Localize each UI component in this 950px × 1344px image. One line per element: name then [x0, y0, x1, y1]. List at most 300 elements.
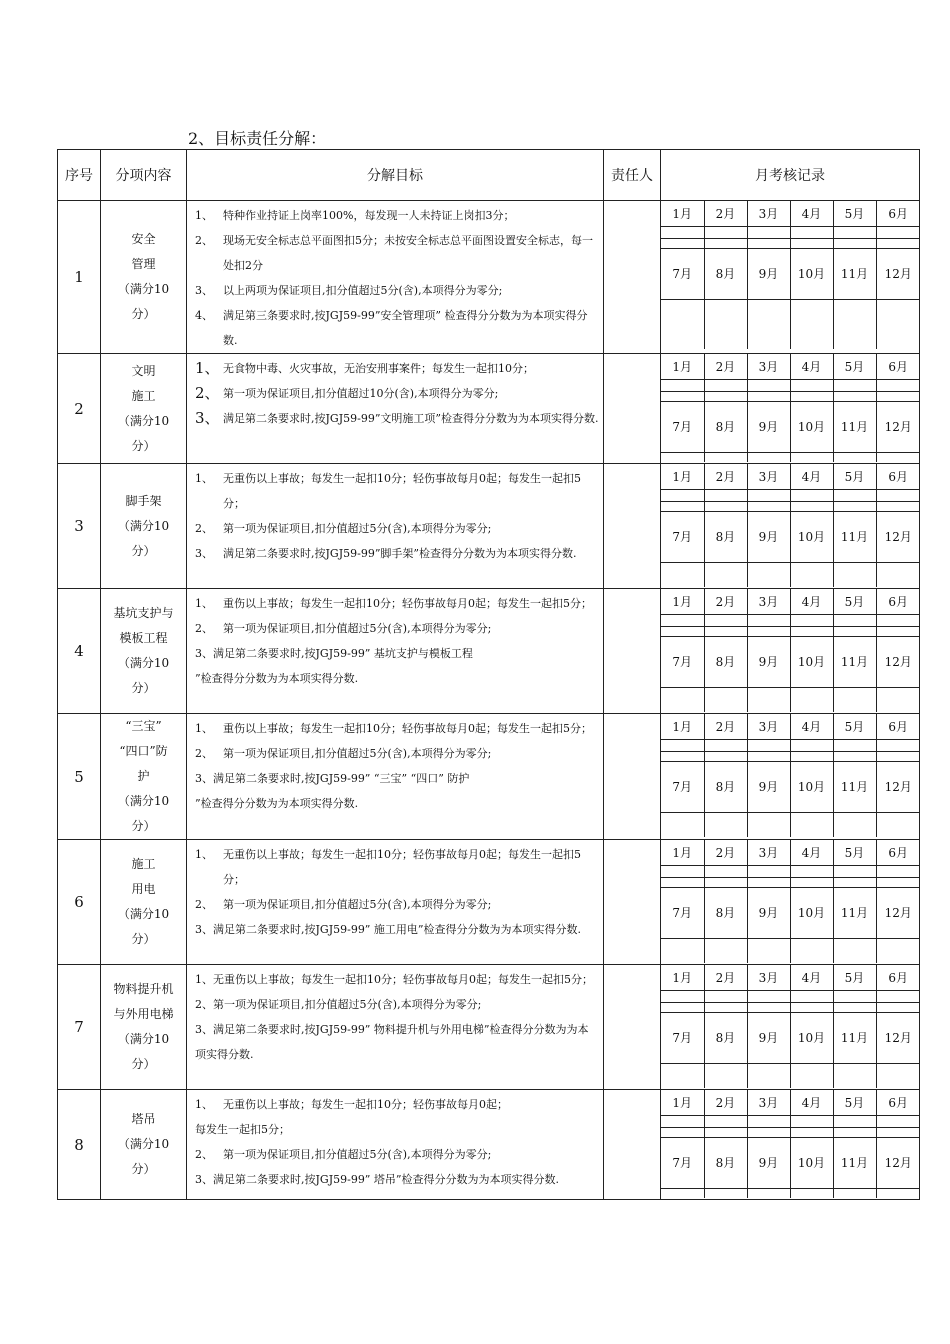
month-score-cell[interactable] — [790, 300, 833, 350]
month-label: 9月 — [747, 249, 790, 300]
goal-text: 1、无重伤以上事故；每发生一起扣10分；轻伤事故每月0起；每发生一起扣5分； — [195, 973, 593, 986]
month-score-cell[interactable] — [747, 380, 790, 392]
month-label: 6月 — [876, 464, 920, 490]
table-row — [58, 965, 920, 1090]
month-score-cell[interactable] — [876, 939, 920, 964]
month-score-cell[interactable] — [747, 939, 790, 964]
month-score-cell[interactable] — [790, 740, 833, 752]
month-score-cell[interactable] — [790, 227, 833, 239]
month-score-cell[interactable] — [704, 490, 747, 502]
month-score-cell[interactable] — [704, 392, 747, 402]
month-score-cell[interactable] — [661, 878, 704, 888]
month-score-cell[interactable] — [833, 688, 876, 713]
row-category — [101, 1090, 187, 1200]
goal-text: 3、满足第二条要求时,按JGJ59-99” 物料提升机与外用电梯”检查得分分数为为本项实得分数. — [195, 1023, 589, 1061]
month-score-cell[interactable] — [876, 752, 920, 762]
month-score-cell[interactable] — [661, 380, 704, 392]
month-label: 3月 — [747, 589, 790, 615]
month-score-cell[interactable] — [833, 866, 876, 878]
month-score-cell[interactable] — [790, 502, 833, 512]
category-line: （满分10 — [117, 907, 170, 921]
month-label: 6月 — [876, 714, 920, 740]
month-score-cell[interactable] — [876, 740, 920, 752]
month-score-cell[interactable] — [704, 627, 747, 637]
month-score-cell[interactable] — [661, 1116, 704, 1128]
category-line: 与外用电梯 — [113, 1007, 174, 1021]
month-label: 12月 — [876, 512, 920, 563]
goal-item — [195, 741, 599, 766]
month-label: 11月 — [833, 888, 876, 939]
month-label: 7月 — [661, 888, 704, 939]
goal-text: 第一项为保证项目,扣分值超过5分(含),本项得分为零分; — [223, 898, 492, 911]
goal-item — [195, 541, 599, 566]
month-label: 8月 — [704, 762, 747, 813]
goal-text: 3、满足第二条要求时,按JGJ59-99” 施工用电”检查得分分数为为本项实得分数. — [195, 923, 582, 936]
month-label: 6月 — [876, 354, 920, 380]
month-score-cell[interactable] — [704, 752, 747, 762]
row-goals — [187, 714, 604, 840]
goal-item — [195, 1167, 599, 1192]
month-label: 7月 — [661, 762, 704, 813]
goal-text: 3、满足第二条要求时,按JGJ59-99” 塔吊”检查得分分数为为本项实得分数. — [195, 1173, 560, 1186]
month-score-cell[interactable] — [704, 1116, 747, 1128]
month-score-cell[interactable] — [704, 502, 747, 512]
month-score-cell[interactable] — [747, 615, 790, 627]
month-score-cell[interactable] — [790, 752, 833, 762]
month-score-cell[interactable] — [747, 453, 790, 463]
month-score-cell[interactable] — [790, 453, 833, 463]
month-score-cell[interactable] — [876, 615, 920, 627]
row-monthly-record — [661, 201, 920, 354]
month-score-cell[interactable] — [704, 991, 747, 1003]
month-score-cell[interactable] — [876, 1189, 920, 1199]
month-label: 8月 — [704, 888, 747, 939]
month-score-cell[interactable] — [747, 239, 790, 249]
month-label: 11月 — [833, 762, 876, 813]
month-label: 9月 — [747, 888, 790, 939]
category-line: 分） — [131, 543, 156, 558]
month-score-cell[interactable] — [747, 1003, 790, 1013]
goal-text: 第一项为保证项目,扣分值超过5分(含),本项得分为零分; — [223, 622, 492, 635]
month-score-cell[interactable] — [876, 563, 920, 588]
month-score-cell[interactable] — [661, 502, 704, 512]
month-label: 12月 — [876, 888, 920, 939]
row-seq: 1 — [58, 201, 101, 354]
month-label: 7月 — [661, 1013, 704, 1064]
category-line: 施工 — [131, 388, 156, 403]
month-score-cell[interactable] — [661, 453, 704, 463]
month-score-cell[interactable] — [876, 300, 920, 350]
goal-item — [195, 466, 599, 516]
month-score-cell[interactable] — [747, 1189, 790, 1199]
month-score-cell[interactable] — [747, 563, 790, 588]
month-score-cell[interactable] — [833, 1003, 876, 1013]
month-label: 2月 — [704, 714, 747, 740]
responsibility-table — [57, 149, 920, 1200]
month-label: 9月 — [747, 637, 790, 688]
month-score-cell[interactable] — [833, 1064, 876, 1089]
month-label: 5月 — [833, 840, 876, 866]
goal-number: 2、 — [195, 234, 213, 247]
month-score-cell[interactable] — [833, 392, 876, 402]
month-score-cell[interactable] — [747, 627, 790, 637]
section-heading: 2、目标责任分解： — [188, 129, 327, 148]
month-label: 3月 — [747, 965, 790, 991]
month-score-cell[interactable] — [747, 490, 790, 502]
month-score-cell[interactable] — [704, 939, 747, 964]
month-label: 8月 — [704, 402, 747, 453]
row-responsible-person[interactable] — [604, 965, 661, 1090]
month-score-cell[interactable] — [661, 688, 704, 713]
month-score-cell[interactable] — [833, 939, 876, 964]
month-score-cell[interactable] — [661, 300, 704, 350]
month-score-cell[interactable] — [747, 813, 790, 838]
month-score-cell[interactable] — [704, 878, 747, 888]
month-label: 4月 — [790, 840, 833, 866]
month-score-cell[interactable] — [790, 1116, 833, 1128]
month-score-cell[interactable] — [661, 227, 704, 239]
row-category — [101, 354, 187, 464]
month-score-cell[interactable] — [833, 502, 876, 512]
month-label: 5月 — [833, 1090, 876, 1116]
month-score-cell[interactable] — [876, 1116, 920, 1128]
goal-number: 1、 — [195, 359, 220, 377]
row-goals — [187, 965, 604, 1090]
table-row — [58, 1090, 920, 1200]
month-score-cell[interactable] — [704, 380, 747, 392]
month-score-cell[interactable] — [833, 991, 876, 1003]
goal-text: 满足第二条要求时,按JGJ59-99”文明施工项”检查得分分数为为本项实得分数. — [223, 412, 599, 425]
month-label: 4月 — [790, 354, 833, 380]
month-score-cell[interactable] — [833, 813, 876, 838]
month-label: 8月 — [704, 512, 747, 563]
month-score-cell[interactable] — [747, 878, 790, 888]
month-label: 4月 — [790, 1090, 833, 1116]
month-label: 3月 — [747, 840, 790, 866]
month-score-cell[interactable] — [704, 615, 747, 627]
goal-text: 重伤以上事故；每发生一起扣10分；轻伤事故每月0起；每发生一起扣5分； — [223, 597, 592, 610]
header-seq: 序号 — [58, 150, 101, 201]
month-score-cell[interactable] — [876, 380, 920, 392]
category-line: 用电 — [131, 882, 156, 896]
month-score-cell[interactable] — [747, 1128, 790, 1138]
month-score-cell[interactable] — [833, 563, 876, 588]
month-score-cell[interactable] — [661, 490, 704, 502]
row-responsible-person[interactable] — [604, 354, 661, 464]
row-monthly-record — [661, 840, 920, 965]
row-category — [101, 714, 187, 840]
category-line: 分） — [131, 1057, 156, 1071]
month-label: 12月 — [876, 1013, 920, 1064]
monthly-grid — [661, 965, 920, 1088]
row-responsible-person[interactable] — [604, 201, 661, 354]
month-score-cell[interactable] — [704, 300, 747, 350]
month-score-cell[interactable] — [833, 1128, 876, 1138]
month-score-cell[interactable] — [790, 866, 833, 878]
month-score-cell[interactable] — [661, 740, 704, 752]
month-score-cell[interactable] — [661, 392, 704, 402]
month-score-cell[interactable] — [876, 1003, 920, 1013]
month-score-cell[interactable] — [790, 563, 833, 588]
month-label: 10月 — [790, 249, 833, 300]
month-label: 11月 — [833, 637, 876, 688]
month-score-cell[interactable] — [833, 227, 876, 239]
month-label: 2月 — [704, 965, 747, 991]
row-seq: 2 — [58, 354, 101, 464]
month-score-cell[interactable] — [704, 688, 747, 713]
month-score-cell[interactable] — [704, 1128, 747, 1138]
month-score-cell[interactable] — [790, 878, 833, 888]
month-score-cell[interactable] — [790, 939, 833, 964]
month-score-cell[interactable] — [661, 991, 704, 1003]
month-score-cell[interactable] — [661, 563, 704, 588]
month-score-cell[interactable] — [876, 866, 920, 878]
month-label: 6月 — [876, 201, 920, 227]
month-score-cell[interactable] — [833, 490, 876, 502]
goal-number: 3、 — [195, 284, 213, 297]
month-label: 12月 — [876, 1138, 920, 1189]
row-responsible-person[interactable] — [604, 589, 661, 714]
goal-item — [195, 842, 599, 892]
category-line: 分） — [131, 1162, 156, 1176]
goal-item — [195, 616, 599, 641]
month-score-cell[interactable] — [747, 688, 790, 713]
row-seq: 5 — [58, 714, 101, 840]
month-score-cell[interactable] — [833, 239, 876, 249]
goal-text: ”检查得分分数为为本项实得分数. — [195, 797, 359, 810]
goal-text: 特种作业持证上岗率100%，每发现一人未持证上岗扣3分； — [223, 209, 515, 222]
month-score-cell[interactable] — [833, 1189, 876, 1199]
row-goals — [187, 840, 604, 965]
month-score-cell[interactable] — [747, 866, 790, 878]
header-item: 分项内容 — [101, 150, 187, 201]
month-label: 7月 — [661, 512, 704, 563]
month-score-cell[interactable] — [790, 1003, 833, 1013]
month-score-cell[interactable] — [704, 227, 747, 239]
goal-item — [195, 967, 599, 992]
month-score-cell[interactable] — [661, 939, 704, 964]
row-responsible-person[interactable] — [604, 840, 661, 965]
month-score-cell[interactable] — [747, 991, 790, 1003]
month-score-cell[interactable] — [790, 1189, 833, 1199]
month-score-cell[interactable] — [704, 740, 747, 752]
month-score-cell[interactable] — [704, 813, 747, 838]
month-score-cell[interactable] — [704, 239, 747, 249]
goal-number: 2、 — [195, 522, 213, 535]
month-score-cell[interactable] — [876, 239, 920, 249]
month-score-cell[interactable] — [704, 1003, 747, 1013]
header-person: 责任人 — [604, 150, 661, 201]
month-score-cell[interactable] — [790, 627, 833, 637]
month-score-cell[interactable] — [661, 239, 704, 249]
goal-text: 以上两项为保证项目,扣分值超过5分(含),本项得分为零分; — [223, 284, 503, 297]
month-label: 1月 — [661, 354, 704, 380]
goal-text: 无重伤以上事故；每发生一起扣10分；轻伤事故每月0起；每发生一起扣5分； — [223, 848, 581, 886]
month-score-cell[interactable] — [876, 453, 920, 463]
category-line: 基坑支护与 — [113, 606, 174, 620]
month-score-cell[interactable] — [704, 866, 747, 878]
goal-item — [195, 992, 599, 1017]
month-score-cell[interactable] — [876, 1128, 920, 1138]
category-line: 文明 — [131, 363, 156, 378]
category-line: 分） — [131, 307, 156, 321]
row-responsible-person[interactable] — [604, 714, 661, 840]
month-label: 8月 — [704, 637, 747, 688]
month-score-cell[interactable] — [661, 1128, 704, 1138]
goal-item — [195, 381, 599, 406]
goal-number: 1、 — [195, 722, 213, 735]
month-score-cell[interactable] — [747, 300, 790, 350]
goal-text: 重伤以上事故；每发生一起扣10分；轻伤事故每月0起；每发生一起扣5分； — [223, 722, 592, 735]
month-score-cell[interactable] — [833, 615, 876, 627]
month-score-cell[interactable] — [747, 392, 790, 402]
category-line: （满分10 — [117, 413, 170, 428]
goal-text: 每发生一起扣5分； — [195, 1123, 290, 1136]
month-label: 1月 — [661, 1090, 704, 1116]
row-seq: 7 — [58, 965, 101, 1090]
month-score-cell[interactable] — [661, 1189, 704, 1199]
month-score-cell[interactable] — [704, 1189, 747, 1199]
month-label: 2月 — [704, 840, 747, 866]
month-score-cell[interactable] — [790, 615, 833, 627]
goal-number: 4、 — [195, 309, 213, 322]
month-score-cell[interactable] — [876, 627, 920, 637]
month-label: 4月 — [790, 464, 833, 490]
month-label: 2月 — [704, 354, 747, 380]
month-score-cell[interactable] — [833, 300, 876, 350]
month-score-cell[interactable] — [833, 627, 876, 637]
month-label: 5月 — [833, 714, 876, 740]
month-score-cell[interactable] — [661, 1064, 704, 1089]
month-label: 8月 — [704, 1138, 747, 1189]
row-seq: 6 — [58, 840, 101, 965]
month-label: 6月 — [876, 840, 920, 866]
category-line: 脚手架 — [125, 493, 162, 508]
month-score-cell[interactable] — [790, 490, 833, 502]
monthly-grid — [661, 1090, 920, 1198]
goal-item — [195, 1092, 599, 1117]
month-score-cell[interactable] — [661, 752, 704, 762]
month-score-cell[interactable] — [661, 813, 704, 838]
month-score-cell[interactable] — [790, 1064, 833, 1089]
goal-number: 3、 — [195, 547, 213, 560]
goal-text: 满足第三条要求时,按JGJ59-99”安全管理项” 检查得分分数为为本项实得分数. — [223, 309, 588, 347]
month-score-cell[interactable] — [876, 490, 920, 502]
category-line: （满分10 — [117, 1032, 170, 1046]
month-score-cell[interactable] — [833, 453, 876, 463]
month-score-cell[interactable] — [876, 991, 920, 1003]
month-label: 6月 — [876, 1090, 920, 1116]
month-score-cell[interactable] — [747, 752, 790, 762]
month-score-cell[interactable] — [876, 502, 920, 512]
month-score-cell[interactable] — [876, 878, 920, 888]
month-score-cell[interactable] — [876, 1064, 920, 1089]
month-score-cell[interactable] — [790, 239, 833, 249]
month-score-cell[interactable] — [833, 740, 876, 752]
month-score-cell[interactable] — [876, 688, 920, 713]
table-header-row — [58, 150, 920, 201]
month-score-cell[interactable] — [790, 1128, 833, 1138]
month-label: 4月 — [790, 201, 833, 227]
goal-text: 无重伤以上事故；每发生一起扣10分；轻伤事故每月0起；每发生一起扣5分； — [223, 472, 581, 510]
month-score-cell[interactable] — [833, 380, 876, 392]
month-score-cell[interactable] — [747, 502, 790, 512]
month-label: 7月 — [661, 249, 704, 300]
month-score-cell[interactable] — [790, 392, 833, 402]
month-score-cell[interactable] — [876, 813, 920, 838]
month-score-cell[interactable] — [661, 615, 704, 627]
month-label: 11月 — [833, 1138, 876, 1189]
month-label: 2月 — [704, 1090, 747, 1116]
month-score-cell[interactable] — [704, 1064, 747, 1089]
month-label: 2月 — [704, 201, 747, 227]
month-score-cell[interactable] — [747, 1064, 790, 1089]
month-label: 5月 — [833, 464, 876, 490]
month-score-cell[interactable] — [661, 866, 704, 878]
month-score-cell[interactable] — [833, 1116, 876, 1128]
category-line: 分） — [131, 681, 156, 695]
month-score-cell[interactable] — [704, 563, 747, 588]
month-score-cell[interactable] — [661, 627, 704, 637]
row-seq: 8 — [58, 1090, 101, 1200]
month-score-cell[interactable] — [833, 752, 876, 762]
row-responsible-person[interactable] — [604, 1090, 661, 1200]
month-score-cell[interactable] — [790, 688, 833, 713]
category-line: 护 — [137, 769, 150, 783]
category-line: 分） — [131, 438, 156, 453]
row-goals — [187, 1090, 604, 1200]
month-label: 12月 — [876, 637, 920, 688]
month-score-cell[interactable] — [790, 813, 833, 838]
goal-number: 2、 — [195, 384, 220, 402]
goal-number: 1、 — [195, 209, 213, 222]
month-score-cell[interactable] — [747, 1116, 790, 1128]
goal-item — [195, 203, 599, 228]
month-label: 2月 — [704, 589, 747, 615]
header-monthly-record: 月考核记录 — [661, 150, 920, 201]
month-label: 11月 — [833, 402, 876, 453]
category-line: “四口”防 — [119, 744, 168, 758]
month-label: 5月 — [833, 201, 876, 227]
month-label: 3月 — [747, 201, 790, 227]
month-label: 9月 — [747, 402, 790, 453]
month-score-cell[interactable] — [876, 227, 920, 239]
goal-text: ”检查得分分数为为本项实得分数. — [195, 672, 359, 685]
month-score-cell[interactable] — [747, 227, 790, 239]
month-score-cell[interactable] — [833, 878, 876, 888]
month-score-cell[interactable] — [790, 991, 833, 1003]
month-label: 10月 — [790, 762, 833, 813]
month-score-cell[interactable] — [661, 1003, 704, 1013]
month-score-cell[interactable] — [704, 453, 747, 463]
month-label: 4月 — [790, 714, 833, 740]
monthly-grid — [661, 714, 920, 837]
goal-number: 3、 — [195, 409, 220, 427]
month-label: 12月 — [876, 762, 920, 813]
monthly-grid — [661, 840, 920, 963]
month-label: 9月 — [747, 762, 790, 813]
month-score-cell[interactable] — [790, 380, 833, 392]
goal-item — [195, 591, 599, 616]
goal-text: 满足第二条要求时,按JGJ59-99”脚手架”检查得分分数为为本项实得分数. — [223, 547, 577, 560]
month-label: 10月 — [790, 512, 833, 563]
row-monthly-record — [661, 965, 920, 1090]
row-responsible-person[interactable] — [604, 464, 661, 589]
month-score-cell[interactable] — [747, 740, 790, 752]
monthly-grid — [661, 464, 920, 587]
month-score-cell[interactable] — [876, 392, 920, 402]
category-line: 管理 — [131, 257, 156, 271]
